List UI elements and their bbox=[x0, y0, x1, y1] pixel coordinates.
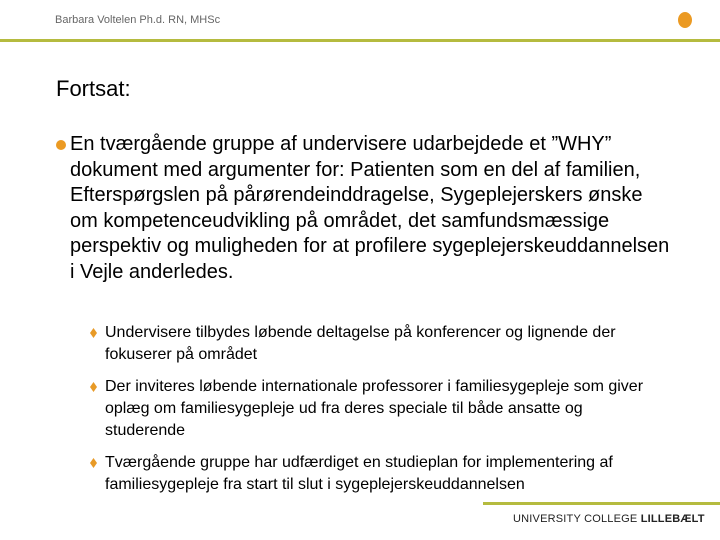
diamond-bullet-icon bbox=[90, 458, 97, 468]
slide-title: Fortsat: bbox=[56, 76, 131, 101]
author-header: Barbara Voltelen Ph.d. RN, MHSc bbox=[55, 14, 221, 26]
bullet-dot-icon bbox=[56, 140, 66, 150]
main-bullet-text: En tværgående gruppe af undervisere udarbejdede et ”WHY” dokument med argumenter for: Patienten som en del af familien, Efterspørgslen på pårørendeinddragelse, Sygeplejerskers ønske om kompetenceudvikling på området, det samfundsmæssige perspektiv og muligheden for at profilere sygeplejerskeuddannelsen i Vejle anderledes. bbox=[70, 133, 670, 283]
diamond-bullet-icon bbox=[90, 382, 97, 392]
logo-light-text: UNIVERSITY COLLEGE bbox=[513, 513, 641, 525]
sub-bullet-text: Der inviteres løbende internationale professorer i familiesygepleje som giver oplæg om familiesygepleje ud fra deres speciale til både ansatte og studerende bbox=[105, 378, 644, 439]
main-bullet bbox=[70, 132, 670, 285]
footer-divider bbox=[483, 502, 720, 505]
university-logo bbox=[513, 513, 705, 525]
sub-bullet-list bbox=[105, 322, 665, 506]
diamond-bullet-icon bbox=[90, 328, 97, 338]
logo-bold-text: LILLEBÆLT bbox=[640, 513, 705, 525]
sub-bullet bbox=[105, 376, 665, 442]
sub-bullet-text: Undervisere tilbydes løbende deltagelse på konferencer og lignende der fokuserer på området bbox=[105, 324, 616, 363]
orange-dot-icon bbox=[678, 12, 692, 28]
sub-bullet bbox=[105, 452, 665, 496]
header-divider bbox=[0, 39, 720, 42]
sub-bullet bbox=[105, 322, 665, 366]
sub-bullet-text: Tværgående gruppe har udfærdiget en studieplan for implementering af familiesygepleje fra start til slut i sygeplejerskeuddannelsen bbox=[105, 454, 613, 493]
